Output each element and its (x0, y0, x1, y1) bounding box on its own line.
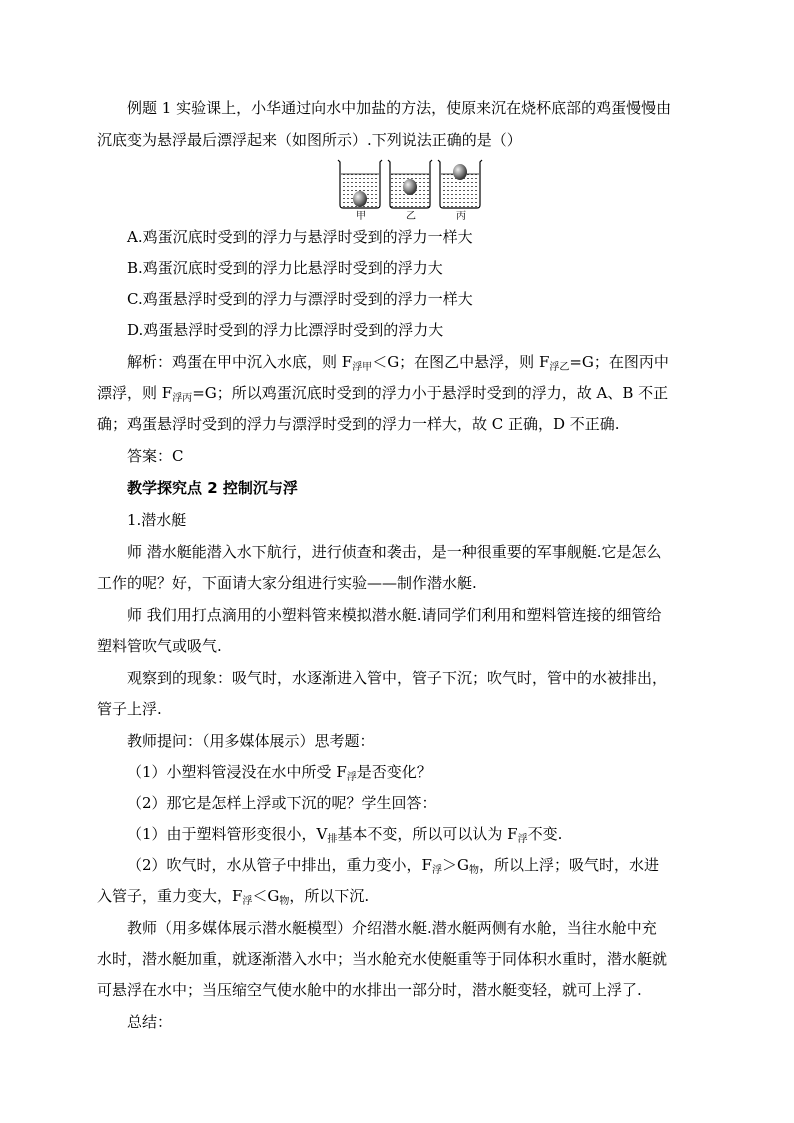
answer-text: ＜G (252, 887, 280, 905)
example-line-1: 例题 1 实验课上，小华通过向水中加盐的方法，使原来沉在烧杯底部的鸡蛋慢慢由 (127, 99, 672, 117)
beaker-jia (338, 160, 382, 208)
teacher2-line-1: 师 我们用打点滴用的小塑料管来模拟潜水艇.请同学们利用和塑料管连接的细管给 (127, 606, 662, 624)
beaker-figure (335, 157, 485, 221)
answer-2-line-2 (97, 884, 369, 914)
answer-text: （1）由于塑料管形变很小，V (127, 825, 328, 843)
analysis-text: =G；所以鸡蛋沉底时受到的浮力小于悬浮时受到的浮力，故 A、B 不正 (192, 384, 669, 402)
observe-line-1: 观察到的现象：吸气时，水逐渐进入管中，管子下沉；吹气时，管中的水被排出， (127, 669, 668, 687)
model-line-3: 可悬浮在水中；当压缩空气使水舱中的水排出一部分时，潜水艇变轻，就可上浮了. (97, 981, 642, 999)
option-d: D.鸡蛋悬浮时受到的浮力比漂浮时受到的浮力大 (127, 321, 444, 339)
option-c: C.鸡蛋悬浮时受到的浮力与漂浮时受到的浮力一样大 (127, 290, 473, 308)
answer-1 (127, 822, 562, 852)
answer-text: ，所以下沉. (289, 887, 370, 905)
subscript: 物 (279, 896, 290, 907)
analysis-text: 漂浮，则 F (97, 384, 173, 402)
egg-floating (453, 164, 467, 180)
subscript: 浮 (346, 772, 357, 783)
model-line-1: 教师（用多媒体展示潜水艇模型）介绍潜水艇.潜水艇两侧有水舱，当往水舱中充 (127, 919, 657, 937)
sub-title: 1.潜水艇 (127, 511, 187, 529)
answer-2-line-1 (127, 853, 659, 883)
answer-text: （2）吹气时，水从管子中排出，重力变小，F (127, 856, 432, 874)
summary: 总结： (127, 1013, 173, 1031)
option-a: A.鸡蛋沉底时受到的浮力与悬浮时受到的浮力一样大 (127, 228, 473, 246)
teacher1-line-2: 工作的呢？好，下面请大家分组进行实验——制作潜水艇. (97, 574, 477, 592)
subscript: 浮 (242, 896, 253, 907)
subscript: 浮甲 (352, 362, 373, 373)
label-bing: 丙 (456, 211, 466, 221)
subscript: 浮乙 (549, 362, 570, 373)
observe-line-2: 管子上浮. (97, 700, 162, 718)
question-1 (127, 760, 432, 790)
teacher-question: 教师提问：（用多媒体展示）思考题： (127, 732, 375, 750)
teacher2-line-2: 塑料管吹气或吸气. (97, 637, 222, 655)
subscript: 浮丙 (172, 393, 193, 404)
answer-text: ，所以上浮；吸气时，水进 (478, 856, 659, 874)
option-b: B.鸡蛋沉底时受到的浮力比悬浮时受到的浮力大 (127, 259, 443, 277)
subscript: 浮 (431, 865, 442, 876)
answer-text: 基本不变，所以可以认为 F (337, 825, 518, 843)
answer-text: 入管子，重力变大，F (97, 887, 243, 905)
example-line-2: 沉底变为悬浮最后漂浮起来（如图所示）.下列说法正确的是（） (97, 131, 522, 149)
question-2: （2）那它是怎样上浮或下沉的呢？学生回答： (127, 794, 437, 812)
model-line-2: 水时，潜水艇加重，就逐渐潜入水中；当水舱充水使艇重等于同体积水重时，潜水艇就 (97, 950, 668, 968)
beaker-bing (438, 160, 482, 208)
question-text: （1）小塑料管浸没在水中所受 F (127, 763, 347, 781)
question-text: 是否变化？ (356, 763, 432, 781)
subscript: 物 (468, 865, 479, 876)
subscript: 浮 (517, 834, 528, 845)
subscript: 排 (327, 834, 338, 845)
egg-sunk (353, 191, 367, 207)
egg-suspended (403, 179, 417, 195)
analysis-text: =G；在图丙中 (569, 353, 669, 371)
analysis-text: ＜G；在图乙中悬浮，则 F (372, 353, 550, 371)
label-yi: 乙 (406, 211, 416, 221)
answer: 答案：C (127, 447, 184, 465)
teacher1-line-1: 师 潜水艇能潜入水下航行，进行侦查和袭击，是一种很重要的军事舰艇.它是怎么 (127, 543, 662, 561)
analysis-line-2 (97, 381, 668, 411)
label-jia: 甲 (356, 211, 366, 221)
answer-text: ＞G (441, 856, 469, 874)
analysis-line-3: 确；鸡蛋悬浮时受到的浮力与漂浮时受到的浮力一样大，故 C 正确，D 不正确. (97, 415, 620, 433)
answer-text: 不变. (527, 825, 563, 843)
section-title: 教学探究点 2 控制沉与浮 (127, 479, 298, 497)
analysis-text: 解析：鸡蛋在甲中沉入水底，则 F (127, 353, 353, 371)
analysis-line-1 (127, 350, 669, 380)
beaker-yi (388, 160, 432, 208)
